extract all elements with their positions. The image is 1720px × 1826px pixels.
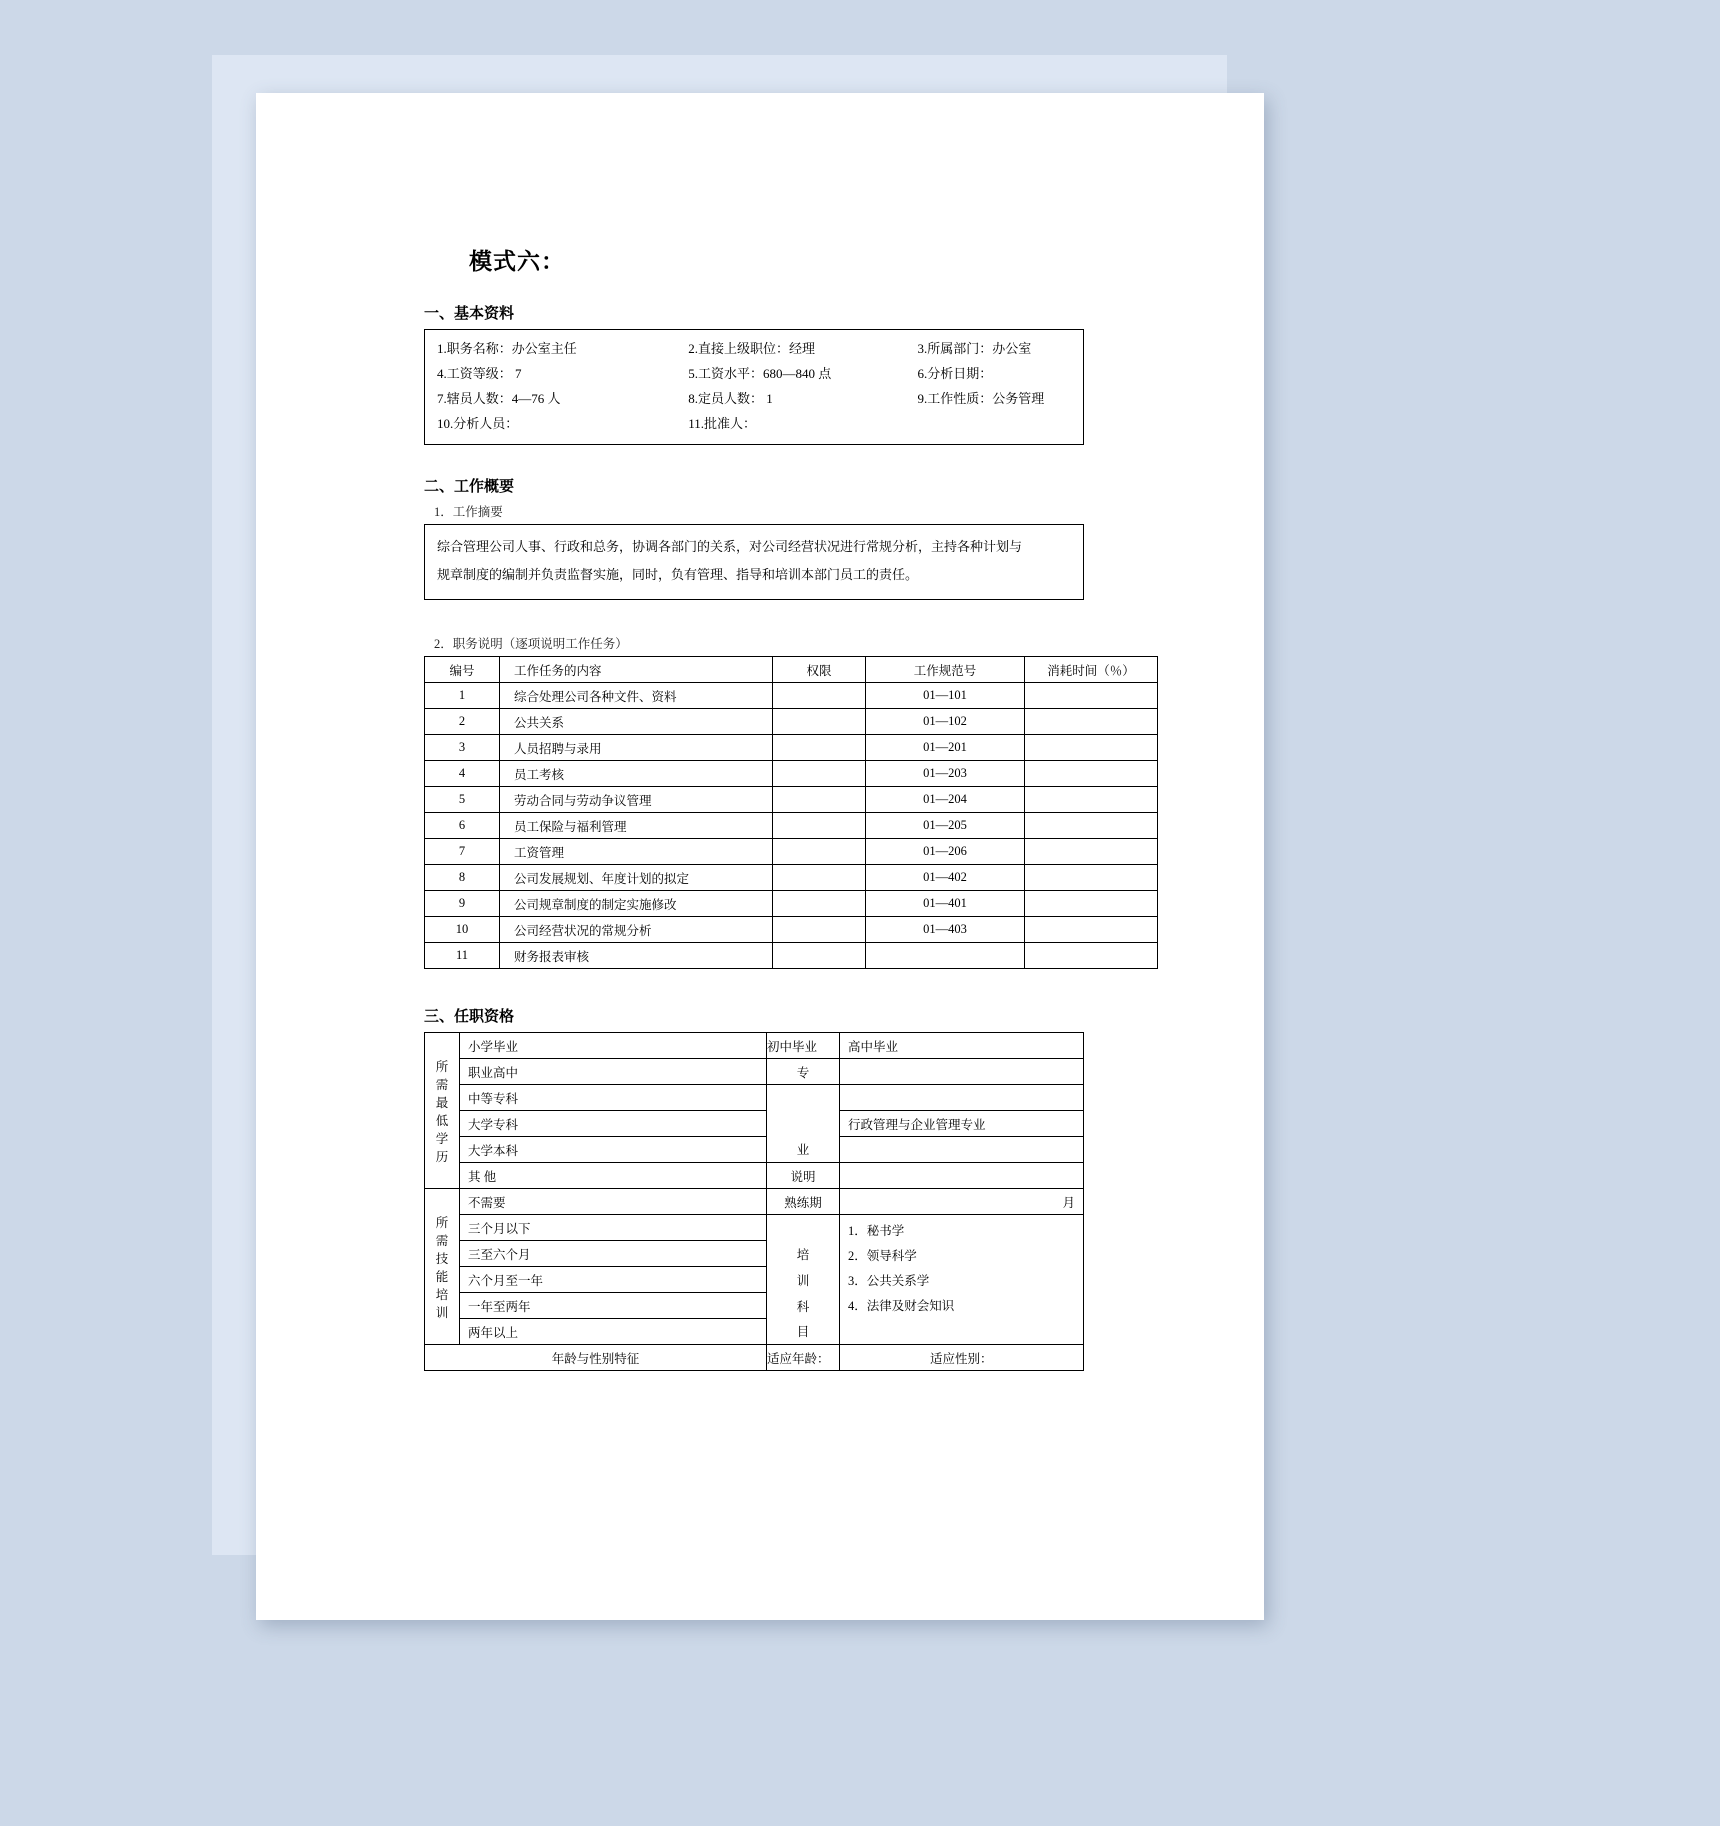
cell-spec-no: 01—402 — [866, 865, 1025, 891]
cell-skill-duration: 不需要 — [460, 1189, 767, 1215]
column-header-spec-no: 工作规范号 — [866, 657, 1025, 683]
table-row — [425, 683, 1158, 709]
basic-info-row — [425, 336, 1083, 361]
cell-major-label — [767, 1085, 840, 1111]
cell-spec-no — [866, 943, 1025, 969]
table-row — [425, 839, 1158, 865]
cell-no: 2 — [425, 709, 500, 735]
cell-task: 工资管理 — [500, 839, 773, 865]
cell-authority — [773, 943, 866, 969]
cell-task: 公司发展规划、年度计划的拟定 — [500, 865, 773, 891]
training-course-item: 3．公共关系学 — [848, 1274, 930, 1288]
cell-time-pct — [1025, 761, 1158, 787]
duties-table-header-row — [425, 657, 1158, 683]
page-title: 模式六： — [469, 249, 565, 274]
cell-time-pct — [1025, 891, 1158, 917]
cell-major-value — [840, 1085, 1084, 1111]
cell-time-pct — [1025, 787, 1158, 813]
cell-training-label: 培 — [767, 1241, 840, 1267]
cell-skill-duration: 两年以上 — [460, 1319, 767, 1345]
basic-field-approver: 11.批准人： — [688, 416, 757, 431]
cell-task: 综合处理公司各种文件、资料 — [500, 683, 773, 709]
basic-field-job-title: 1.职务名称：办公室主任 — [437, 341, 577, 356]
cell-task: 公司规章制度的制定实施修改 — [500, 891, 773, 917]
cell-task: 公司经营状况的常规分析 — [500, 917, 773, 943]
cell-task: 财务报表审核 — [500, 943, 773, 969]
cell-skill-duration: 三个月以下 — [460, 1215, 767, 1241]
cell-task: 员工保险与福利管理 — [500, 813, 773, 839]
column-header-authority: 权限 — [773, 657, 866, 683]
cell-authority — [773, 891, 866, 917]
label-char: 所 — [435, 1059, 449, 1074]
cell-proficiency-unit: 月 — [840, 1189, 1084, 1215]
table-row — [425, 1163, 1084, 1189]
table-row — [425, 1189, 1084, 1215]
label-char: 最 — [435, 1095, 449, 1110]
table-row — [425, 787, 1158, 813]
cell-no: 4 — [425, 761, 500, 787]
basic-field-salary-level: 5.工资水平：680—840 点 — [688, 366, 832, 381]
basic-info-table — [424, 329, 1084, 445]
table-row — [425, 813, 1158, 839]
cell-training-label: 目 — [767, 1319, 840, 1345]
table-row — [425, 735, 1158, 761]
training-course-item: 4．法律及财会知识 — [848, 1299, 955, 1313]
label-char: 培 — [435, 1287, 449, 1302]
column-header-time-pct: 消耗时间（％） — [1025, 657, 1158, 683]
cell-authority — [773, 813, 866, 839]
cell-authority — [773, 787, 866, 813]
cell-suitable-gender: 适应性别： — [840, 1345, 1084, 1371]
table-row — [425, 1215, 1084, 1241]
training-course-item: 1．秘书学 — [848, 1224, 905, 1238]
section-heading-qualification: 三、任职资格 — [424, 1009, 515, 1025]
cell-proficiency-label: 熟练期 — [767, 1189, 840, 1215]
label-char: 所 — [435, 1215, 449, 1230]
cell-skill-duration: 一年至两年 — [460, 1293, 767, 1319]
duties-table — [424, 656, 1158, 969]
cell-time-pct — [1025, 683, 1158, 709]
cell-time-pct — [1025, 943, 1158, 969]
cell-no: 3 — [425, 735, 500, 761]
page-content — [424, 243, 1135, 1371]
basic-field-salary-grade: 4.工资等级： 7 — [437, 366, 522, 381]
cell-no: 1 — [425, 683, 500, 709]
row-label-skill — [425, 1189, 460, 1345]
cell-skill-duration: 六个月至一年 — [460, 1267, 767, 1293]
table-row — [425, 1137, 1084, 1163]
cell-spec-no: 01—206 — [866, 839, 1025, 865]
table-row — [425, 1085, 1084, 1111]
cell-training-label: 训 — [767, 1267, 840, 1293]
table-row — [425, 1111, 1084, 1137]
cell-no: 6 — [425, 813, 500, 839]
column-header-task: 工作任务的内容 — [500, 657, 773, 683]
label-char: 历 — [435, 1149, 449, 1164]
cell-spec-no: 01—205 — [866, 813, 1025, 839]
cell-authority — [773, 839, 866, 865]
column-header-no: 编号 — [425, 657, 500, 683]
cell-suitable-age: 适应年龄： — [767, 1345, 840, 1371]
cell-edu-senior: 高中毕业 — [840, 1033, 1084, 1059]
cell-age-gender-label: 年龄与性别特征 — [425, 1345, 767, 1371]
sub-heading-job-description: 2．职务说明（逐项说明工作任务） — [434, 637, 628, 651]
cell-no: 7 — [425, 839, 500, 865]
cell-spec-no: 01—203 — [866, 761, 1025, 787]
cell-major-value — [840, 1137, 1084, 1163]
basic-field-analyst: 10.分析人员： — [437, 416, 519, 431]
cell-time-pct — [1025, 735, 1158, 761]
cell-authority — [773, 709, 866, 735]
cell-time-pct — [1025, 917, 1158, 943]
section-heading-summary: 二、工作概要 — [424, 479, 515, 495]
cell-task: 人员招聘与录用 — [500, 735, 773, 761]
sub-heading-work-summary: 1．工作摘要 — [434, 505, 503, 519]
cell-spec-no: 01—102 — [866, 709, 1025, 735]
cell-no: 9 — [425, 891, 500, 917]
cell-authority — [773, 735, 866, 761]
table-row — [425, 865, 1158, 891]
cell-edu-level: 大学专科 — [460, 1111, 767, 1137]
cell-time-pct — [1025, 839, 1158, 865]
cell-time-pct — [1025, 813, 1158, 839]
document-page — [256, 93, 1264, 1620]
cell-no: 10 — [425, 917, 500, 943]
table-row — [425, 891, 1158, 917]
cell-task: 劳动合同与劳动争议管理 — [500, 787, 773, 813]
cell-major-label: 专 — [767, 1059, 840, 1085]
basic-field-job-nature: 9.工作性质：公务管理 — [917, 391, 1045, 406]
cell-training-label — [767, 1215, 840, 1241]
cell-no: 5 — [425, 787, 500, 813]
cell-major-note-label: 说明 — [767, 1163, 840, 1189]
cell-task: 员工考核 — [500, 761, 773, 787]
label-char: 需 — [435, 1077, 449, 1092]
cell-time-pct — [1025, 865, 1158, 891]
cell-no: 11 — [425, 943, 500, 969]
basic-field-empty — [906, 411, 1083, 436]
work-summary-line: 综合管理公司人事、行政和总务，协调各部门的关系，对公司经营状况进行常规分析，主持各种计划与 — [437, 539, 1023, 554]
cell-spec-no: 01—403 — [866, 917, 1025, 943]
basic-info-row — [425, 386, 1083, 411]
table-row — [425, 917, 1158, 943]
cell-spec-no: 01—204 — [866, 787, 1025, 813]
section-heading-basic: 一、基本资料 — [424, 306, 515, 322]
cell-training-courses — [840, 1215, 1084, 1345]
table-row — [425, 1345, 1084, 1371]
duties-table-body — [425, 683, 1158, 969]
cell-time-pct — [1025, 709, 1158, 735]
training-course-item: 2．领导科学 — [848, 1249, 917, 1263]
cell-no: 8 — [425, 865, 500, 891]
cell-edu-level: 其 他 — [460, 1163, 767, 1189]
cell-major-label — [767, 1111, 840, 1137]
work-summary-line: 规章制度的编制并负责监督实施，同时，负有管理、指导和培训本部门员工的责任。 — [437, 567, 919, 582]
label-char: 训 — [435, 1305, 449, 1320]
spacer — [424, 969, 1094, 1005]
basic-info-row — [425, 411, 1083, 436]
cell-edu-level: 大学本科 — [460, 1137, 767, 1163]
cell-authority — [773, 917, 866, 943]
label-char: 学 — [435, 1131, 449, 1146]
basic-field-subordinates: 7.辖员人数：4—76 人 — [437, 391, 561, 406]
qualification-table — [424, 1032, 1084, 1371]
cell-task: 公共关系 — [500, 709, 773, 735]
cell-authority — [773, 761, 866, 787]
label-char: 能 — [435, 1269, 449, 1284]
work-summary-box — [424, 524, 1084, 600]
cell-spec-no: 01—201 — [866, 735, 1025, 761]
basic-field-headcount: 8.定员人数： 1 — [688, 391, 773, 406]
basic-info-row — [425, 361, 1083, 386]
cell-edu-primary: 小学毕业 — [460, 1033, 767, 1059]
cell-major-label: 业 — [767, 1137, 840, 1163]
cell-skill-duration: 三至六个月 — [460, 1241, 767, 1267]
cell-authority — [773, 865, 866, 891]
table-row — [425, 709, 1158, 735]
basic-field-department: 3.所属部门：办公室 — [917, 341, 1032, 356]
label-char: 需 — [435, 1233, 449, 1248]
cell-edu-level: 职业高中 — [460, 1059, 767, 1085]
table-row — [425, 761, 1158, 787]
cell-spec-no: 01—401 — [866, 891, 1025, 917]
table-row — [425, 943, 1158, 969]
table-row — [425, 1033, 1084, 1059]
label-char: 技 — [435, 1251, 449, 1266]
cell-major-value: 行政管理与企业管理专业 — [840, 1111, 1084, 1137]
cell-authority — [773, 683, 866, 709]
cell-spec-no: 01—101 — [866, 683, 1025, 709]
cell-edu-junior: 初中毕业 — [767, 1033, 840, 1059]
cell-training-label: 科 — [767, 1293, 840, 1319]
basic-field-analysis-date: 6.分析日期： — [917, 366, 993, 381]
cell-major-note-value — [840, 1163, 1084, 1189]
label-char: 低 — [435, 1113, 449, 1128]
basic-field-superior: 2.直接上级职位：经理 — [688, 341, 815, 356]
cell-major-value — [840, 1059, 1084, 1085]
cell-edu-level: 中等专科 — [460, 1085, 767, 1111]
row-label-education — [425, 1033, 460, 1189]
table-row — [425, 1059, 1084, 1085]
